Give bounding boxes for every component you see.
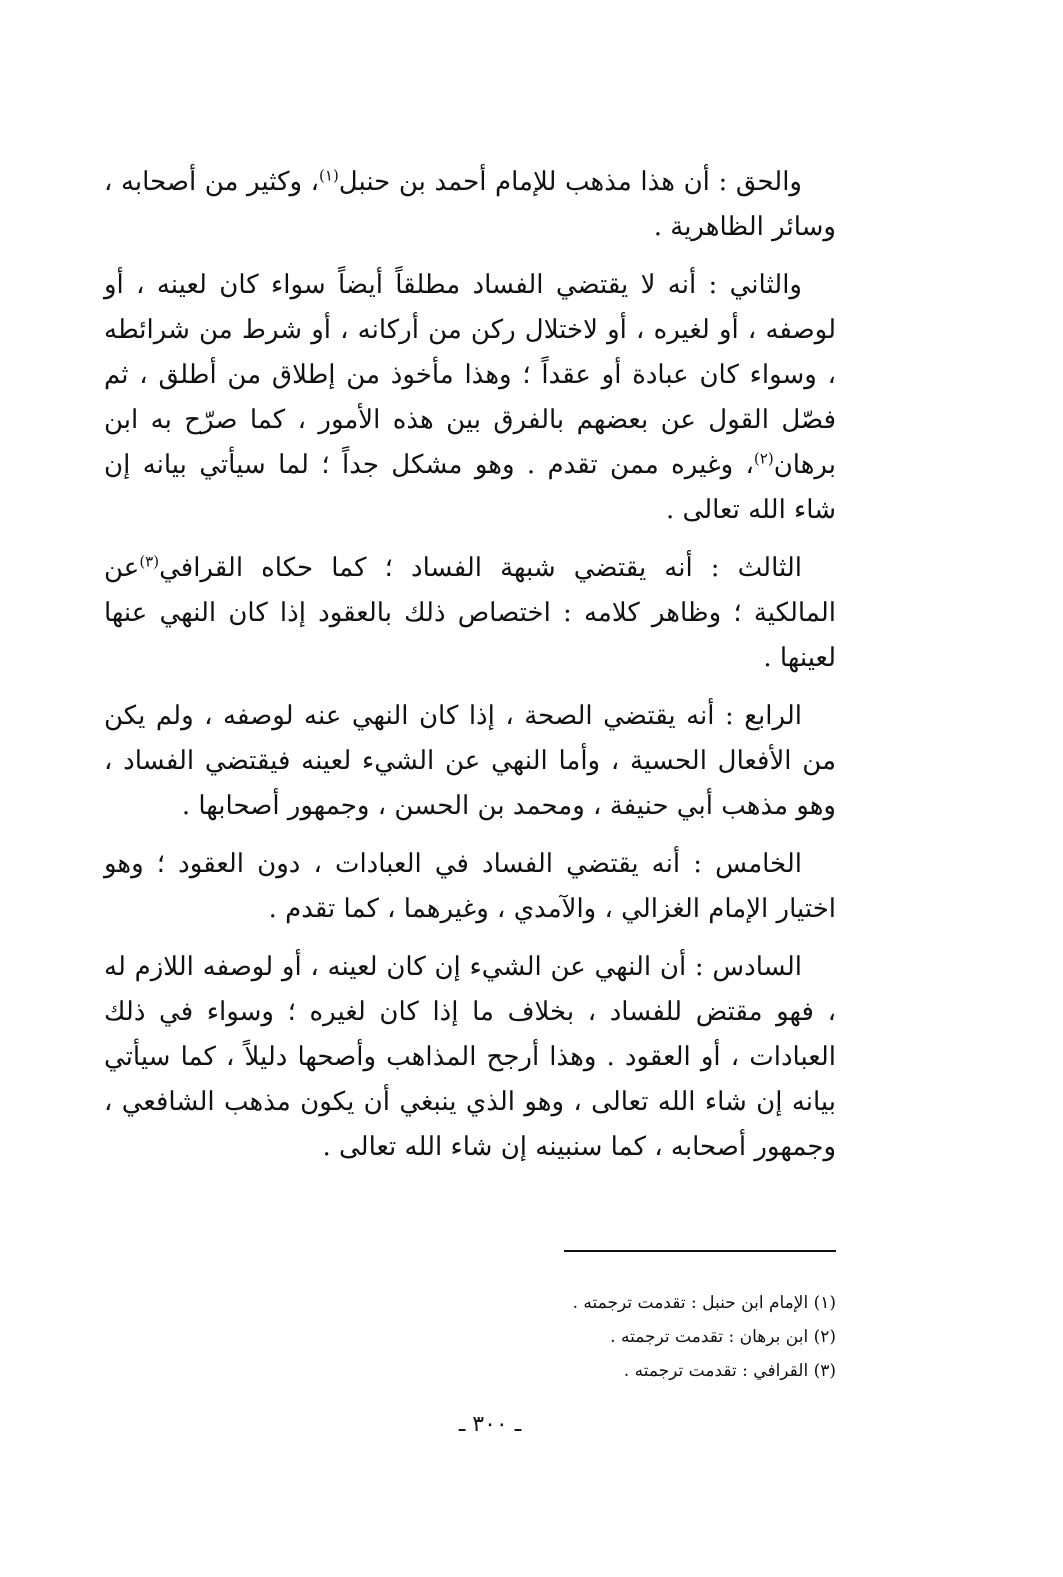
- footnotes: [420, 1286, 836, 1388]
- footnote-reference-2: (٢): [753, 449, 774, 468]
- paragraph-3: [104, 546, 836, 681]
- paragraph-6: [104, 945, 836, 1170]
- paragraph-text: عن المالكية ؛ وظاهر كلامه : اختصاص ذلك بالعقود إذا كان النهي عنها لعينها .: [104, 553, 836, 673]
- paragraph-text: ، وغيره ممن تقدم . وهو مشكل جداً ؛ لما سيأتي بيانه إن شاء الله تعالى .: [104, 450, 836, 525]
- main-text: [104, 160, 836, 1183]
- paragraph-text: والثاني : أنه لا يقتضي الفساد مطلقاً أيضاً سواء كان لعينه ، أو لوصفه ، أو لغيره ، أو لاختلال ركن من أركانه ، أو شرط من شرائطه ، وسواء كان عبادة أو عقداً ؛ وهذا مأخوذ من إطلاق من أطلق ، ثم فصّل القول عن بعضهم بالفرق بين هذه الأمور ، كما صرّح به ابن برهان: [104, 270, 836, 480]
- paragraph-text: والحق : أن هذا مذهب للإمام أحمد بن حنبل: [338, 167, 802, 197]
- paragraph-2: [104, 263, 836, 533]
- paragraph-text: ، وكثير من أصحابه ، وسائر الظاهرية .: [104, 167, 836, 242]
- paragraph-4: [104, 694, 836, 829]
- paragraph-text: السادس : أن النهي عن الشيء إن كان لعينه ، أو لوصفه اللازم له ، فهو مقتض للفساد ، بخلاف ما إذا كان لغيره ؛ وسواء في ذلك العبادات ، أو العقود . وهذا أرجح المذاهب وأصحها دليلاً ، كما سيأتي بيانه إن شاء الله تعالى ، وهو الذي ينبغي أن يكون مذهب الشافعي ، وجمهور أصحابه ، كما سنبينه إن شاء الله تعالى .: [104, 952, 836, 1162]
- paragraph-1: [104, 160, 836, 250]
- paragraph-5: [104, 842, 836, 932]
- paragraph-text: الثالث : أنه يقتضي شبهة الفساد ؛ كما حكاه القرافي: [159, 553, 802, 583]
- footnote-divider: [564, 1250, 836, 1252]
- page-number: ـ ٣٠٠ ـ: [458, 1412, 522, 1437]
- footnote-3: (٣) القرافي : تقدمت ترجمته .: [623, 1361, 836, 1381]
- paragraph-text: الرابع : أنه يقتضي الصحة ، إذا كان النهي عنه لوصفه ، ولم يكن من الأفعال الحسية ، وأما النهي عن الشيء لعينه فيقتضي الفساد ، وهو مذهب أبي حنيفة ، ومحمد بن الحسن ، وجمهور أصحابها .: [104, 701, 836, 821]
- footnote-reference-1: (١): [319, 166, 339, 185]
- footnote-1: (١) الإمام ابن حنبل : تقدمت ترجمته .: [572, 1293, 836, 1313]
- footnote-2: (٢) ابن برهان : تقدمت ترجمته .: [610, 1327, 836, 1347]
- footnote-reference-3: (٣): [139, 552, 160, 571]
- paragraph-text: الخامس : أنه يقتضي الفساد في العبادات ، دون العقود ؛ وهو اختيار الإمام الغزالي ، والآمدي ، وغيرهما ، كما تقدم .: [104, 849, 836, 924]
